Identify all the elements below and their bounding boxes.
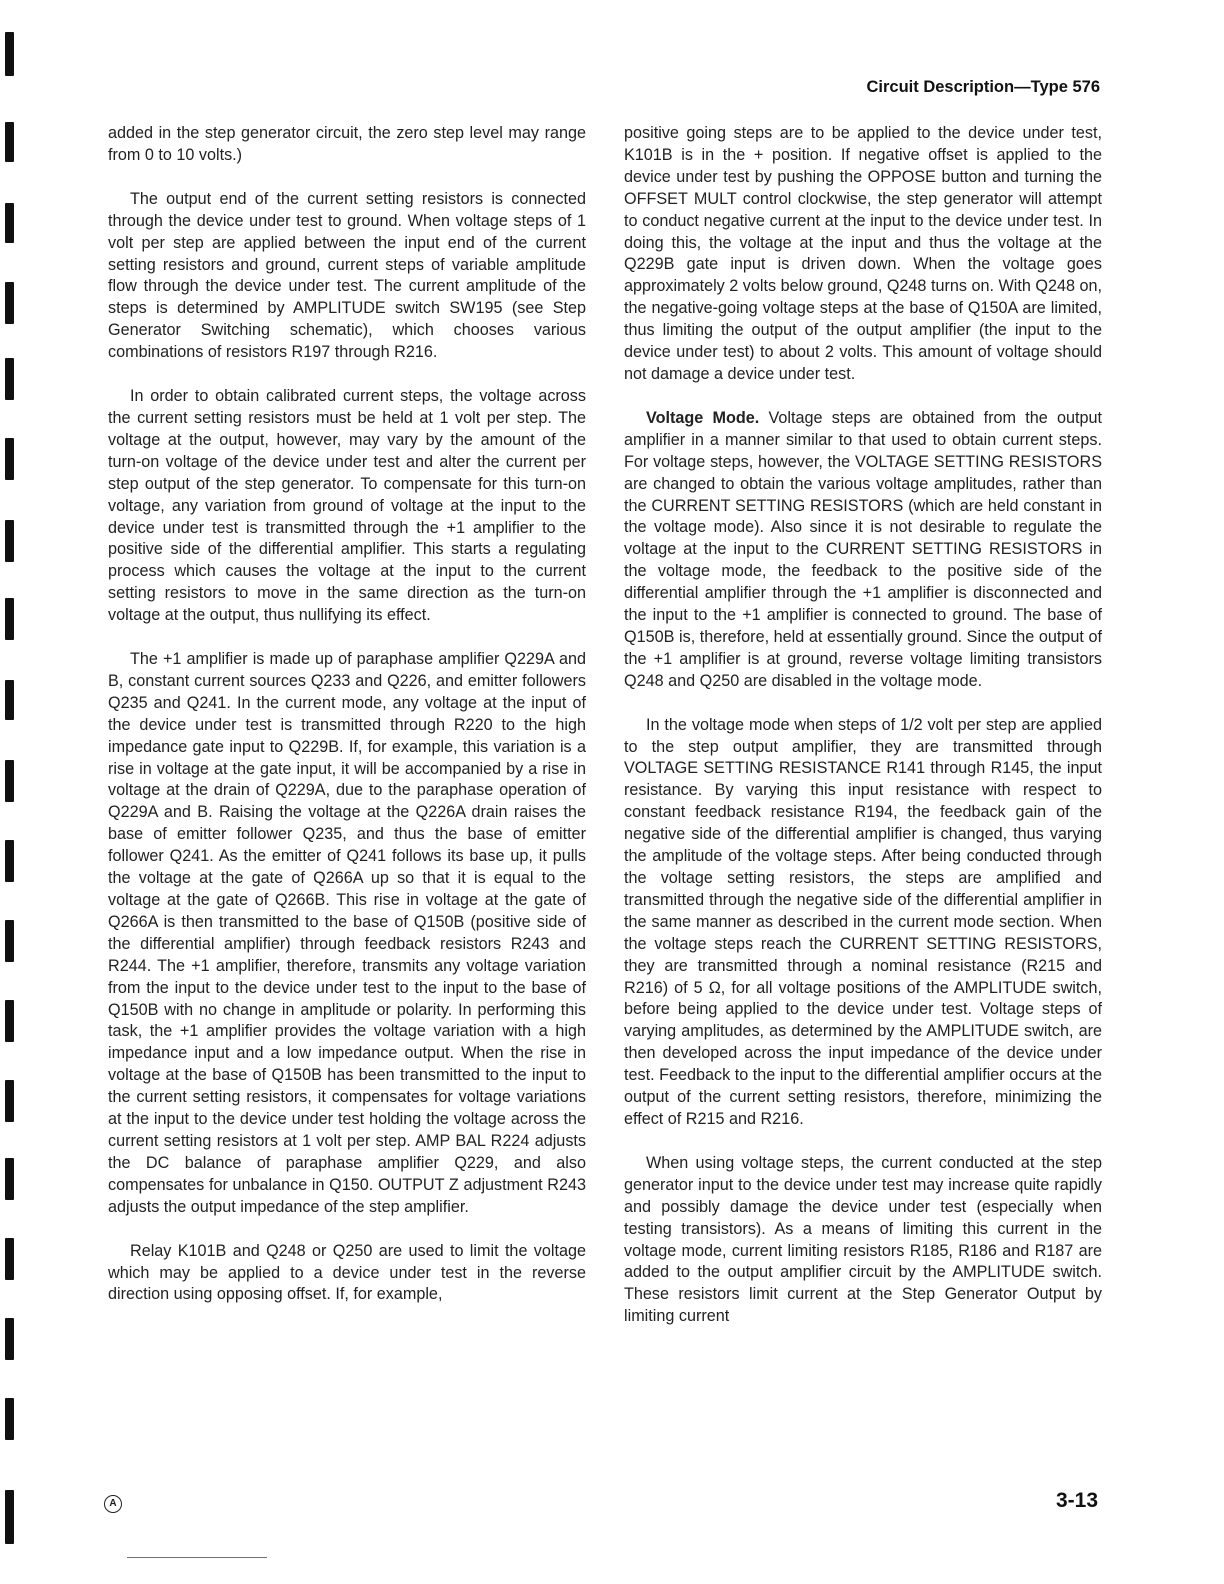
binding-hole	[5, 760, 14, 802]
paragraph: The output end of the current setting resistors is connected through the device under test to ground. When voltage steps of 1 volt per step are applied between the input end of the current setting resistors and ground, current steps of variable amplitude flow through the device under test. The current amplitude of the steps is determined by AMPLITUDE switch SW195 (see Step Generator Switching schematic), which chooses various combinations of resistors R197 through R216.	[108, 189, 586, 362]
left-column	[108, 123, 586, 1328]
revision-mark: A	[104, 1495, 122, 1513]
binding-hole	[5, 598, 14, 640]
binding-hole	[5, 1398, 14, 1440]
binding-hole	[5, 32, 14, 76]
binding-hole	[5, 1318, 14, 1360]
binding-hole	[5, 358, 14, 400]
voltage-mode-paragraph	[624, 408, 1102, 693]
binding-hole	[5, 520, 14, 562]
binding-hole	[5, 840, 14, 882]
binding-hole	[5, 203, 14, 243]
binding-hole	[5, 680, 14, 720]
binding-hole	[5, 438, 14, 480]
paragraph: In the voltage mode when steps of 1/2 volt per step are applied to the step output amplifier, they are transmitted through VOLTAGE SETTING RESISTANCE R141 through R145, the input resistance. By varying this input resistance with respect to constant feedback resistance R194, the feedback gain of the negative side of the differential amplifier is changed, thus varying the amplitude of the voltage steps. After being conducted through the voltage setting resistors, the steps are amplified and transmitted through the negative side of the differential amplifier in the same manner as described in the current mode section. When the voltage steps reach the CURRENT SETTING RESISTORS, they are transmitted through a nominal resistance (R215 and R216) of 5 Ω, for all voltage positions of the AMPLITUDE switch, before being applied to the device under test. Voltage steps of varying amplitudes, as determined by the AMPLITUDE switch, are then developed across the input impedance of the device under test. Feedback to the input to the differential amplifier occurs at the output of the current setting resistors, therefore, minimizing the effect of R215 and R216.	[624, 715, 1102, 1128]
binding-hole	[5, 1000, 14, 1042]
section-heading: Voltage Mode.	[646, 408, 760, 427]
binding-hole	[5, 1158, 14, 1200]
paragraph: added in the step generator circuit, the zero step level may range from 0 to 10 volts.)	[108, 124, 586, 164]
paragraph: positive going steps are to be applied to the device under test, K101B is in the + position. If negative offset is applied to the device under test by pushing the OPPOSE button and turning the OFFSET MULT control clockwise, the step generator will attempt to conduct negative current at the input to the device under test. In doing this, the voltage at the input and thus the voltage at the Q229B gate input is driven down. When the voltage goes approximately 2 volts below ground, Q248 turns on. With Q248 on, the negative-going voltage steps at the base of Q150A are limited, thus limiting the output of the output amplifier (the input to the device under test) to about 2 volts. This amount of voltage should not damage a device under test.	[624, 124, 1102, 383]
page-number: 3-13	[1055, 1489, 1098, 1512]
paragraph: The +1 amplifier is made up of paraphase amplifier Q229A and B, constant current sources Q233 and Q226, and emitter followers Q235 and Q241. In the current mode, any voltage at the input of the device under test is transmitted through R220 to the high impedance gate input to Q229B. If, for example, this variation is a rise in voltage at the gate input, it will be accompanied by a rise in voltage at the drain of Q229A, due to the paraphase operation of Q229A and B. Raising the voltage at the Q226A drain raises the base of emitter follower Q235, and thus the base of emitter follower Q241. As the emitter of Q241 follows its base up, it pulls the voltage at the gate of Q266A up so that it is equal to the voltage at the gate of Q266B. This rise in voltage at the gate of Q266A is then transmitted to the base of Q150B (positive side of the differential amplifier) through feedback resistors R243 and R244. The +1 amplifier, therefore, transmits any voltage variation from the input to the device under test to the input to the base of Q150B with no change in amplitude or polarity. In performing this task, the +1 amplifier provides the voltage variation with a high impedance input and a low impedance output. When the rise in voltage at the base of Q150B has been transmitted to the input to the current setting resistors, it compensates for voltage variations at the input to the device under test holding the voltage across the current setting resistors at 1 volt per step. AMP BAL R224 adjusts the DC balance of paraphase amplifier Q229, and also compensates for unbalance in Q150. OUTPUT Z adjustment R243 adjusts the output impedance of the step amplifier.	[108, 650, 586, 1216]
binding-hole	[5, 920, 14, 962]
binding-hole	[5, 282, 14, 324]
binding-hole	[5, 1490, 14, 1544]
binding-hole	[5, 122, 14, 162]
binding-hole	[5, 1238, 14, 1280]
right-column	[624, 123, 1102, 1350]
binding-holes	[0, 0, 30, 1584]
paragraph: Relay K101B and Q248 or Q250 are used to limit the voltage which may be applied to a device under test in the reverse direction using opposing offset. If, for example,	[108, 1241, 586, 1304]
paragraph-text: Voltage steps are obtained from the output amplifier in a manner similar to that used to obtain current steps. For voltage steps, however, the VOLTAGE SETTING RESISTORS are changed to obtain the various voltage amplitudes, rather than the CURRENT SETTING RESISTORS (which are held constant in the voltage mode). Also since it is not desirable to regulate the voltage at the input to the CURRENT SETTING RESISTORS in the voltage mode, the feedback to the positive side of the differential amplifier through the +1 amplifier is disconnected and the input to the +1 amplifier is connected to ground. The base of Q150B is, therefore, held at essentially ground. Since the output of the +1 amplifier is at ground, reverse voltage limiting transistors Q248 and Q250 are disabled in the voltage mode.	[624, 408, 1102, 690]
paragraph: In order to obtain calibrated current steps, the voltage across the current setting resistors must be held at 1 volt per step. The voltage at the output, however, may vary by the amount of the turn-on voltage of the device under test and alter the current per step output of the step generator. To compensate for this turn-on voltage, any variation from ground of voltage at the input to the device under test is transmitted through the +1 amplifier to the positive side of the differential amplifier. This starts a regulating process which causes the voltage at the input to the current setting resistors to move in the same direction as the turn-on voltage at the output, thus nullifying its effect.	[108, 387, 586, 625]
divider	[127, 1557, 267, 1558]
binding-hole	[5, 1080, 14, 1122]
paragraph: When using voltage steps, the current conducted at the step generator input to the device under test may increase quite rapidly and possibly damage the device under test (especially when testing transistors). As a means of limiting this current in the voltage mode, current limiting resistors R185, R186 and R187 are added to the output amplifier circuit by the AMPLITUDE switch. These resistors limit current at the Step Generator Output by limiting current	[624, 1153, 1102, 1326]
running-header: Circuit Description—Type 576	[866, 78, 1100, 96]
